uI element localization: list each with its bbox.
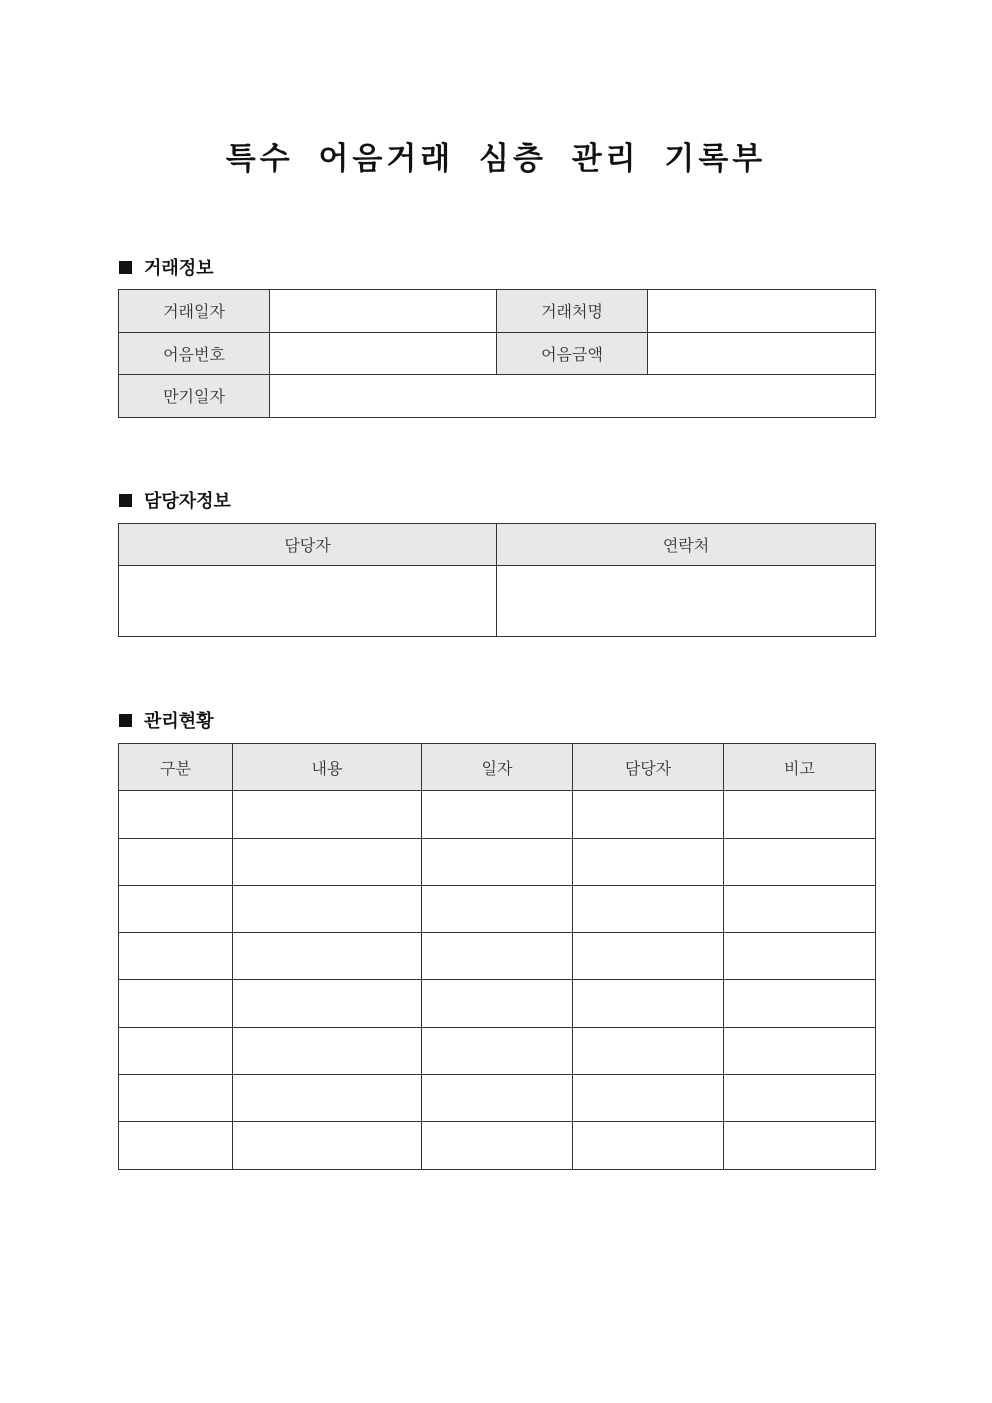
- table-cell[interactable]: [724, 838, 876, 885]
- table-row: [119, 566, 876, 637]
- document-title: 특수 어음거래 심층 관리 기록부: [225, 141, 767, 177]
- square-bullet-icon: [119, 714, 132, 727]
- trade-date-label: 거래일자: [119, 290, 270, 333]
- table-cell[interactable]: [422, 791, 573, 838]
- section-heading-label: 관리현황: [144, 711, 214, 732]
- table-cell[interactable]: [724, 885, 876, 932]
- column-header-manager: 담당자: [119, 524, 497, 566]
- table-cell[interactable]: [233, 885, 422, 932]
- table-cell[interactable]: [233, 933, 422, 980]
- table-cell[interactable]: [573, 838, 724, 885]
- table-row: [119, 1075, 876, 1122]
- table-cell[interactable]: [119, 1075, 233, 1122]
- table-cell[interactable]: [233, 1075, 422, 1122]
- table-cell[interactable]: [422, 980, 573, 1027]
- table-row: [119, 885, 876, 932]
- table-row: [119, 290, 876, 333]
- table-cell[interactable]: [724, 1122, 876, 1169]
- table-cell[interactable]: [422, 885, 573, 932]
- table-cell[interactable]: [119, 885, 233, 932]
- table-cell[interactable]: [422, 1122, 573, 1169]
- column-header-content: 내용: [233, 744, 422, 791]
- table-cell[interactable]: [233, 1122, 422, 1169]
- table-row: [119, 1122, 876, 1169]
- contact-field[interactable]: [497, 566, 876, 637]
- table-cell[interactable]: [724, 980, 876, 1027]
- table-row: [119, 375, 876, 418]
- table-cell[interactable]: [573, 791, 724, 838]
- trade-date-field[interactable]: [270, 290, 497, 333]
- table-cell[interactable]: [233, 980, 422, 1027]
- table-cell[interactable]: [724, 1075, 876, 1122]
- table-row: [119, 980, 876, 1027]
- table-row: [119, 791, 876, 838]
- table-cell[interactable]: [119, 838, 233, 885]
- table-cell[interactable]: [119, 1122, 233, 1169]
- section-heading-label: 담당자정보: [144, 491, 231, 512]
- column-header-contact: 연락처: [497, 524, 876, 566]
- section-heading-manager-info: [119, 487, 231, 513]
- table-row: [119, 838, 876, 885]
- partner-name-label: 거래처명: [497, 290, 648, 333]
- table-header-row: [119, 524, 876, 566]
- square-bullet-icon: [119, 494, 132, 507]
- table-cell[interactable]: [573, 885, 724, 932]
- column-header-date: 일자: [422, 744, 573, 791]
- partner-name-field[interactable]: [648, 290, 876, 333]
- note-amount-field[interactable]: [648, 332, 876, 375]
- table-row: [119, 332, 876, 375]
- table-cell[interactable]: [233, 838, 422, 885]
- table-cell[interactable]: [119, 1027, 233, 1074]
- table-cell[interactable]: [724, 933, 876, 980]
- table-cell[interactable]: [573, 1122, 724, 1169]
- section-heading-management-status: [119, 707, 214, 733]
- table-cell[interactable]: [422, 1027, 573, 1074]
- table-cell[interactable]: [233, 1027, 422, 1074]
- manager-field[interactable]: [119, 566, 497, 637]
- maturity-date-label: 만기일자: [119, 375, 270, 418]
- column-header-remarks: 비고: [724, 744, 876, 791]
- table-cell[interactable]: [573, 1075, 724, 1122]
- table-cell[interactable]: [573, 933, 724, 980]
- table-cell[interactable]: [724, 1027, 876, 1074]
- column-header-manager: 담당자: [573, 744, 724, 791]
- maturity-date-field[interactable]: [270, 375, 876, 418]
- table-row: [119, 1027, 876, 1074]
- management-status-table: [118, 743, 876, 1170]
- manager-info-table: [118, 523, 876, 637]
- table-cell[interactable]: [422, 838, 573, 885]
- table-cell[interactable]: [119, 980, 233, 1027]
- table-row: [119, 933, 876, 980]
- table-header-row: [119, 744, 876, 791]
- square-bullet-icon: [119, 261, 132, 274]
- table-cell[interactable]: [573, 980, 724, 1027]
- trade-info-table: [118, 289, 876, 418]
- table-cell[interactable]: [119, 933, 233, 980]
- table-cell[interactable]: [422, 933, 573, 980]
- table-cell[interactable]: [422, 1075, 573, 1122]
- note-number-label: 어음번호: [119, 332, 270, 375]
- note-amount-label: 어음금액: [497, 332, 648, 375]
- note-number-field[interactable]: [270, 332, 497, 375]
- table-cell[interactable]: [573, 1027, 724, 1074]
- section-heading-label: 거래정보: [144, 258, 214, 279]
- table-cell[interactable]: [724, 791, 876, 838]
- section-heading-trade-info: [119, 254, 214, 280]
- column-header-category: 구분: [119, 744, 233, 791]
- table-cell[interactable]: [119, 791, 233, 838]
- table-cell[interactable]: [233, 791, 422, 838]
